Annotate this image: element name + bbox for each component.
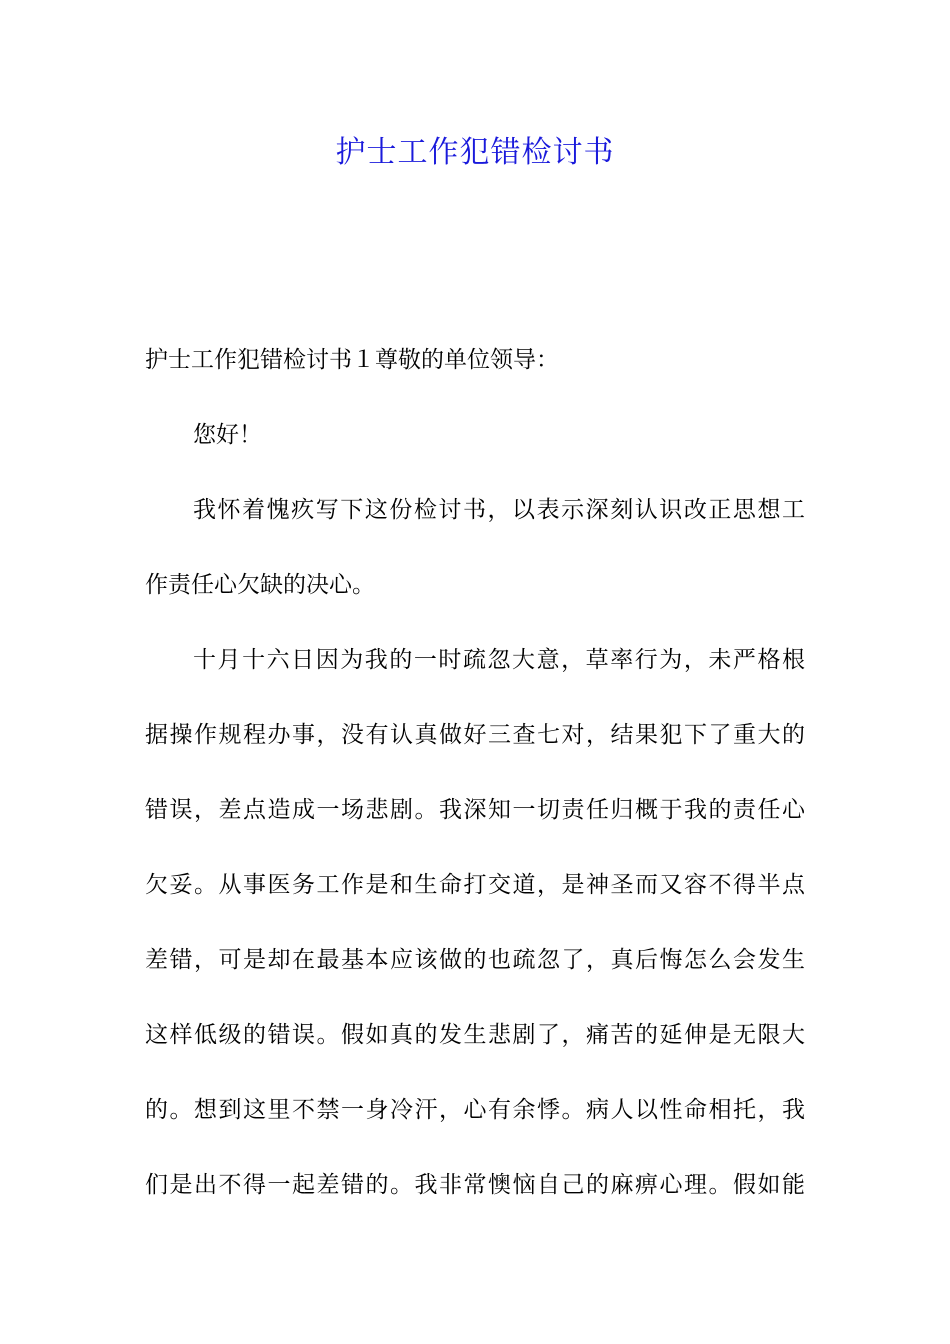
salutation-line: 护士工作犯错检讨书１尊敬的单位领导：	[145, 347, 559, 373]
paragraph-2-line-2: 据操作规程办事，没有认真做好三查七对，结果犯下了重大的	[145, 722, 805, 748]
paragraph-2-line-3: 错误，差点造成一场悲剧。我深知一切责任归概于我的责任心	[145, 797, 805, 823]
paragraph-2-line-5: 差错，可是却在最基本应该做的也疏忽了，真后悔怎么会发生	[145, 947, 805, 973]
paragraph-2-line-1: 十月十六日因为我的一时疏忽大意，草率行为，未严格根	[193, 647, 805, 673]
paragraph-2-line-7: 的。想到这里不禁一身冷汗，心有余悸。病人以性命相托，我	[145, 1097, 805, 1123]
paragraph-1-line-2: 作责任心欠缺的决心。	[145, 572, 375, 598]
document-title: 护士工作犯错检讨书	[335, 135, 615, 170]
paragraph-2-line-6: 这样低级的错误。假如真的发生悲剧了，痛苦的延伸是无限大	[145, 1022, 805, 1048]
greeting-line: 您好！	[193, 422, 262, 448]
paragraph-2-line-8: 们是出不得一起差错的。我非常懊恼自己的麻痹心理。假如能	[145, 1172, 805, 1198]
paragraph-2-line-4: 欠妥。从事医务工作是和生命打交道，是神圣而又容不得半点	[145, 872, 805, 898]
paragraph-1-line-1: 我怀着愧疚写下这份检讨书，以表示深刻认识改正思想工	[193, 497, 805, 523]
